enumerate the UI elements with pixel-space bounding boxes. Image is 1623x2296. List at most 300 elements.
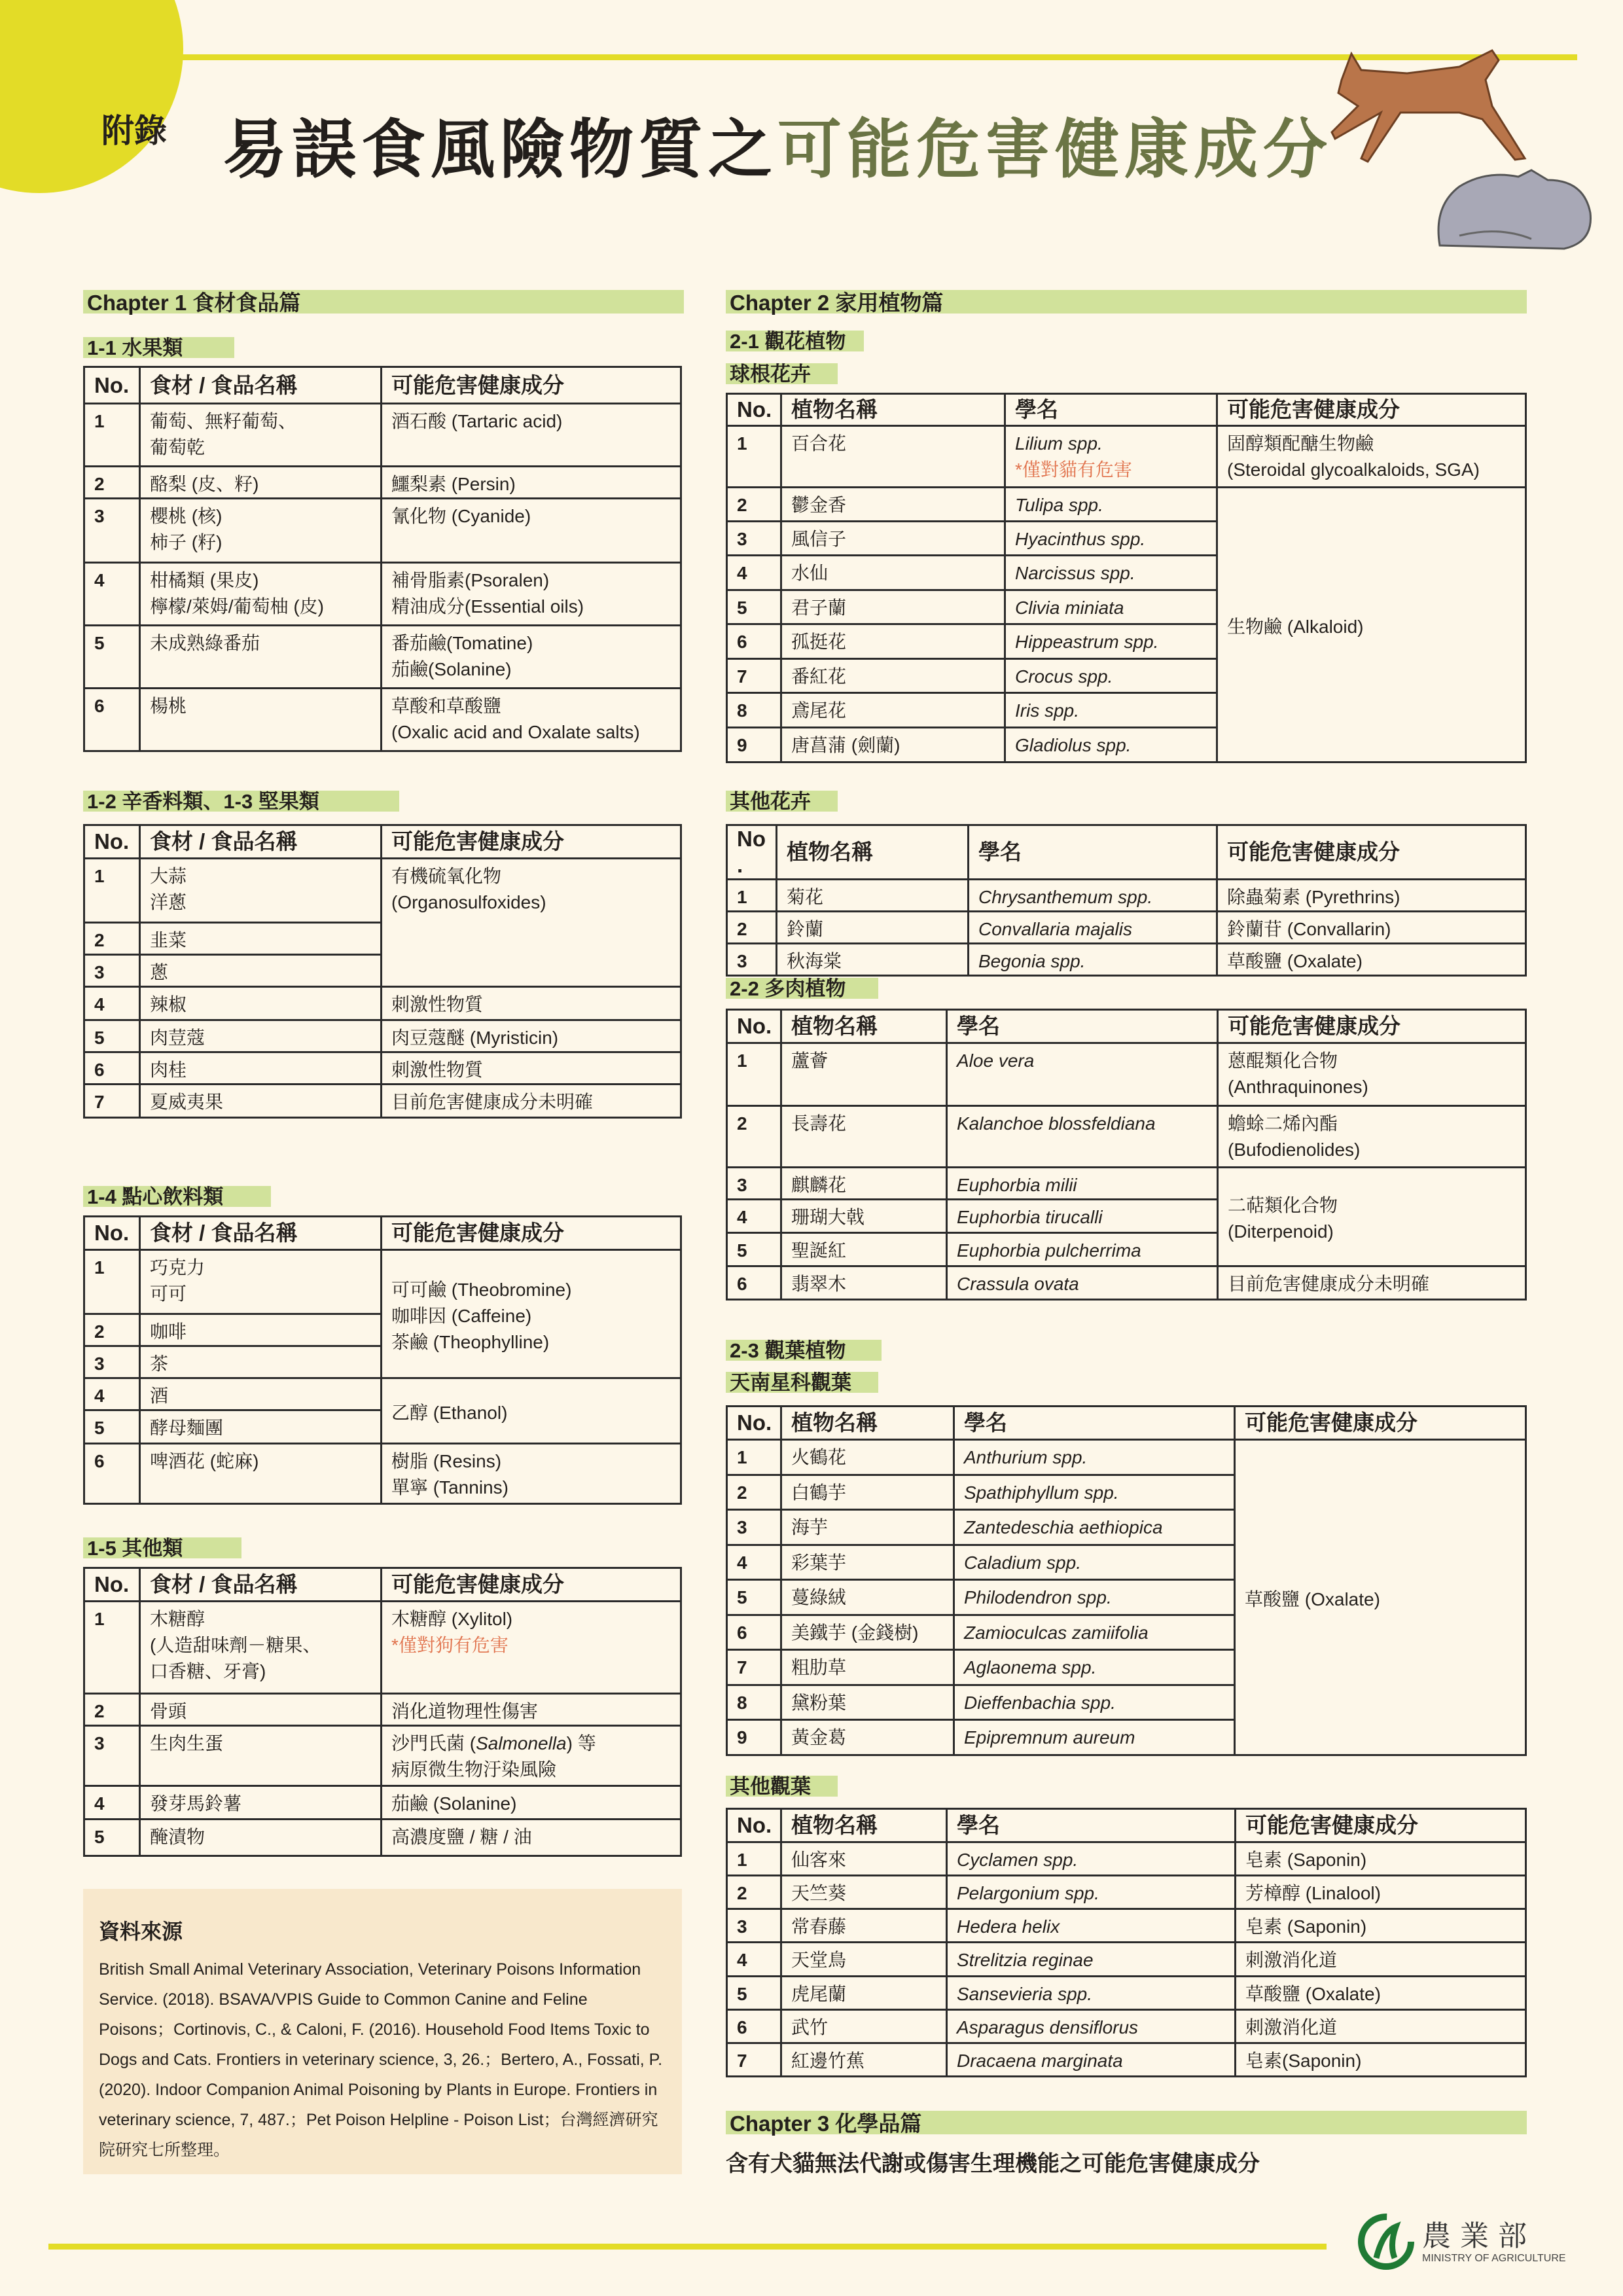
bottom-divider <box>48 2244 1327 2250</box>
chapter-3-subtitle: 含有犬貓無法代謝或傷害生理機能之可能危害健康成分 <box>726 2151 1260 2176</box>
name-cell: 鬱金香 <box>781 488 1005 522</box>
no-cell: 3 <box>727 944 777 976</box>
column-header: No. <box>84 1217 140 1250</box>
sci-cell: Pelargonium spp. <box>947 1876 1236 1909</box>
column-header: 植物名稱 <box>777 825 969 880</box>
no-cell: 3 <box>84 955 140 987</box>
cell-text: 草酸鹽 (Oxalate) <box>1245 1588 1380 1609</box>
warning-note: *僅對貓有危害 <box>1015 459 1132 480</box>
sci-cell: Zantedeschia aethiopica <box>954 1510 1235 1545</box>
ministry-emblem-icon <box>1357 2212 1416 2271</box>
table-row <box>727 1909 1526 1943</box>
component-cell: 目前危害健康成分未明確 <box>1218 1266 1526 1300</box>
name-cell: 未成熟綠番茄 <box>140 626 382 689</box>
sci-cell: Euphorbia pulcherrima <box>947 1233 1218 1266</box>
no-cell: 1 <box>84 1602 140 1694</box>
name-cell: 酪梨 (皮、籽) <box>140 467 382 499</box>
no-cell: 2 <box>84 923 140 955</box>
no-cell: 1 <box>727 880 777 912</box>
no-cell: 5 <box>84 626 140 689</box>
section-1-4-heading: 1-4 點心飲料類 <box>83 1186 271 1207</box>
no-cell: 1 <box>727 426 781 488</box>
cell-text: 可可鹼 (Theobromine) 咖啡因 (Caffeine) 茶鹼 (Theophylline) <box>391 1279 572 1352</box>
name-cell: 長壽花 <box>781 1106 947 1168</box>
component-cell: 番茄鹼(Tomatine) 茄鹼(Solanine) <box>382 626 681 689</box>
column-header: 食材 / 食品名稱 <box>140 367 382 404</box>
no-cell: 7 <box>727 1650 781 1685</box>
component-cell: 樹脂 (Resins) 單寧 (Tannins) <box>382 1444 681 1504</box>
no-cell: 7 <box>727 659 781 693</box>
component-cell: 除蟲菊素 (Pyrethrins) <box>1217 880 1526 912</box>
component-cell: 高濃度鹽 / 糖 / 油 <box>382 1820 681 1856</box>
table-araceae <box>726 1405 1527 1756</box>
no-cell: 1 <box>727 1440 781 1475</box>
chapter-1-heading: Chapter 1 食材食品篇 <box>83 290 684 314</box>
no-cell: 1 <box>727 1842 781 1876</box>
name-cell: 天堂鳥 <box>781 1943 947 1977</box>
sci-cell: Convallaria majalis <box>969 912 1217 944</box>
sci-cell: Caladium spp. <box>954 1545 1235 1580</box>
column-header: No. <box>84 825 140 859</box>
component-cell: 刺激消化道 <box>1236 2010 1526 2043</box>
no-cell: 4 <box>727 1943 781 1977</box>
column-header: 可能危害健康成分 <box>382 1217 681 1250</box>
component-cell: 氰化物 (Cyanide) <box>382 499 681 563</box>
table-other-flowers <box>726 824 1527 977</box>
no-cell: 4 <box>84 987 140 1020</box>
name-cell: 聖誕紅 <box>781 1233 947 1266</box>
name-cell: 彩葉芋 <box>781 1545 954 1580</box>
component-cell: 芳樟醇 (Linalool) <box>1236 1876 1526 1909</box>
cell-text: 有機硫氧化物 (Organosulfoxides) <box>391 866 546 912</box>
name-cell: 粗肋草 <box>781 1650 954 1685</box>
component-cell: 鈴蘭苷 (Convallarin) <box>1217 912 1526 944</box>
chapter-2-heading: Chapter 2 家用植物篇 <box>726 290 1527 314</box>
sci-cell: Kalanchoe blossfeldiana <box>947 1106 1218 1168</box>
name-cell: 辣椒 <box>140 987 382 1020</box>
section-2-1-heading: 2-1 觀花植物 <box>726 331 864 351</box>
column-header: No. <box>727 1809 781 1842</box>
sci-cell: Hedera helix <box>947 1909 1236 1943</box>
component-cell <box>1218 1168 1526 1266</box>
sci-cell: Chrysanthemum spp. <box>969 880 1217 912</box>
no-cell: 2 <box>727 912 777 944</box>
table-row <box>727 1876 1526 1909</box>
column-header: 學名 <box>947 1010 1218 1043</box>
section-1-2-heading: 1-2 辛香料類、1-3 堅果類 <box>83 791 399 812</box>
no-cell: 5 <box>727 590 781 624</box>
no-cell: 4 <box>84 1378 140 1410</box>
appendix-label: 附錄 <box>101 113 167 149</box>
cell-text: Lilium spp. <box>1015 433 1103 454</box>
table-bulb-flowers <box>726 393 1527 763</box>
sci-cell: Hyacinthus spp. <box>1005 522 1217 556</box>
name-cell: 孤挺花 <box>781 624 1005 659</box>
no-cell: 3 <box>727 1909 781 1943</box>
cell-text: 木糖醇 (Xylitol) <box>391 1609 513 1629</box>
table-header-row <box>84 1217 681 1250</box>
page-title <box>223 98 1332 190</box>
name-cell: 咖啡 <box>140 1314 382 1346</box>
ministry-logo <box>1357 2212 1579 2271</box>
column-header: No. <box>727 394 781 426</box>
table-header-row <box>727 1809 1526 1842</box>
name-cell: 鈴蘭 <box>777 912 969 944</box>
table-row <box>84 987 681 1020</box>
column-header: No. <box>727 1010 781 1043</box>
table-row <box>727 1977 1526 2010</box>
sci-cell: Sansevieria spp. <box>947 1977 1236 2010</box>
sci-cell: Crocus spp. <box>1005 659 1217 693</box>
no-cell: 7 <box>727 2043 781 2077</box>
component-cell: 肉豆蔻醚 (Myristicin) <box>382 1020 681 1052</box>
table-row <box>84 563 681 626</box>
name-cell: 珊瑚大戟 <box>781 1200 947 1233</box>
name-cell: 黃金葛 <box>781 1720 954 1755</box>
text: 沙門氏菌 ( <box>391 1733 476 1753</box>
cell-text: 二萜類化合物 (Diterpenoid) <box>1228 1195 1338 1242</box>
name-cell: 秋海棠 <box>777 944 969 976</box>
name-cell: 黛粉葉 <box>781 1685 954 1720</box>
sci-cell: Cyclamen spp. <box>947 1842 1236 1876</box>
no-cell: 7 <box>84 1085 140 1118</box>
column-header: 學名 <box>1005 394 1217 426</box>
name-cell: 風信子 <box>781 522 1005 556</box>
name-cell: 肉桂 <box>140 1052 382 1085</box>
component-cell <box>1235 1440 1526 1755</box>
sci-cell: Spathiphyllum spp. <box>954 1475 1235 1510</box>
table-row <box>727 912 1526 944</box>
table-row <box>84 1085 681 1118</box>
column-header: 可能危害健康成分 <box>1236 1809 1526 1842</box>
name-cell: 唐菖蒲 (劍蘭) <box>781 728 1005 762</box>
table-row <box>84 1694 681 1726</box>
decorative-circle <box>0 0 183 196</box>
name-cell: 大蒜 洋蔥 <box>140 859 382 923</box>
no-cell: 2 <box>727 1106 781 1168</box>
name-cell: 常春藤 <box>781 1909 947 1943</box>
column-header: 食材 / 食品名稱 <box>140 1217 382 1250</box>
ministry-name-zh: 農 業 部 <box>1422 2219 1527 2253</box>
no-cell: 4 <box>84 1786 140 1820</box>
component-cell: 酒石酸 (Tartaric acid) <box>382 404 681 467</box>
no-cell: 5 <box>84 1020 140 1052</box>
sci-cell: Asparagus densiflorus <box>947 2010 1236 2043</box>
component-cell <box>382 1726 681 1786</box>
sci-cell: Epipremnum aureum <box>954 1720 1235 1755</box>
sources-text: British Small Animal Veterinary Association, Veterinary Poisons Information Service. (2018). BSAVA/VPIS Guide to Common Canine and Feline Poisons；Cortinovis, C., & Caloni, F. (2016). Household Food Items Toxic to Dogs and Cats. Frontiers in veterinary science, 3, 26.；Bertero, A., Fossati, P.(2020). Indoor Companion Animal Poisoning by Plants in Europe. Frontiers in veterinary science, 7, 487.；Pet Poison Helpline - Poison List；台灣經濟研究院研究七所整理。 <box>99 1960 663 2159</box>
column-header: 學名 <box>947 1809 1236 1842</box>
no-cell: 5 <box>84 1410 140 1444</box>
column-header: 可能危害健康成分 <box>382 367 681 404</box>
table-row <box>84 404 681 467</box>
araceae-heading: 天南星科觀葉 <box>726 1372 878 1393</box>
name-cell: 骨頭 <box>140 1694 382 1726</box>
other-foliage-heading: 其他觀葉 <box>726 1776 838 1797</box>
no-cell: 3 <box>727 1510 781 1545</box>
no-cell: 2 <box>727 1876 781 1909</box>
table-row <box>727 1842 1526 1876</box>
table-row <box>84 859 681 923</box>
component-cell: 蟾蜍二烯內酯 (Bufodienolides) <box>1218 1106 1526 1168</box>
table-row <box>727 1168 1526 1200</box>
no-cell: 4 <box>727 1200 781 1233</box>
no-cell: 8 <box>727 693 781 728</box>
sci-cell: Zamioculcas zamiifolia <box>954 1615 1235 1650</box>
sci-cell: Narcissus spp. <box>1005 556 1217 590</box>
component-cell: 草酸和草酸鹽 (Oxalic acid and Oxalate salts) <box>382 689 681 751</box>
sci-cell: Gladiolus spp. <box>1005 728 1217 762</box>
component-cell: 固醇類配醣生物鹼 (Steroidal glycoalkaloids, SGA) <box>1217 426 1526 488</box>
component-cell: 刺激性物質 <box>382 1052 681 1085</box>
column-header: No. <box>84 367 140 404</box>
other-flowers-heading: 其他花卉 <box>726 791 838 812</box>
no-cell: 2 <box>727 488 781 522</box>
name-cell: 君子蘭 <box>781 590 1005 624</box>
title-part-2: 可能危害健康成分 <box>777 113 1333 185</box>
table-row <box>84 1378 681 1410</box>
table-row <box>727 1106 1526 1168</box>
table-row <box>727 1943 1526 1977</box>
name-cell: 酵母麵團 <box>140 1410 382 1444</box>
name-cell: 水仙 <box>781 556 1005 590</box>
table-row <box>84 1820 681 1856</box>
table-row <box>84 689 681 751</box>
no-cell: 3 <box>84 499 140 563</box>
name-cell: 百合花 <box>781 426 1005 488</box>
section-1-5-heading: 1-5 其他類 <box>83 1537 241 1558</box>
name-cell: 白鶴芋 <box>781 1475 954 1510</box>
table-row <box>727 944 1526 976</box>
column-header: 可能危害健康成分 <box>1235 1407 1526 1440</box>
component-cell: 草酸鹽 (Oxalate) <box>1236 1977 1526 2010</box>
table-header-row <box>727 1010 1526 1043</box>
name-cell: 紅邊竹蕉 <box>781 2043 947 2077</box>
sci-cell: Tulipa spp. <box>1005 488 1217 522</box>
no-cell: 4 <box>84 563 140 626</box>
sci-cell: Anthurium spp. <box>954 1440 1235 1475</box>
no-cell: 2 <box>727 1475 781 1510</box>
no-cell: 6 <box>84 1052 140 1085</box>
name-cell: 天竺葵 <box>781 1876 947 1909</box>
no-cell: 3 <box>84 1726 140 1786</box>
italic-text: Salmonella <box>476 1733 567 1753</box>
chapter-3-heading: Chapter 3 化學品篇 <box>726 2111 1527 2134</box>
no-cell: 3 <box>84 1346 140 1378</box>
name-cell: 醃漬物 <box>140 1820 382 1856</box>
name-cell: 櫻桃 (核) 柿子 (籽) <box>140 499 382 563</box>
column-header: 可能危害健康成分 <box>1217 825 1526 880</box>
sci-cell: Strelitzia reginae <box>947 1943 1236 1977</box>
no-cell: 2 <box>84 467 140 499</box>
column-header: No. <box>727 825 777 880</box>
name-cell: 發芽馬鈴薯 <box>140 1786 382 1820</box>
no-cell: 6 <box>727 1266 781 1300</box>
no-cell: 6 <box>727 2010 781 2043</box>
component-cell <box>1217 488 1526 762</box>
name-cell: 肉荳蔻 <box>140 1020 382 1052</box>
sources-title: 資料來源 <box>99 1920 183 1943</box>
name-cell: 韭菜 <box>140 923 382 955</box>
warning-note: *僅對狗有危害 <box>391 1635 508 1655</box>
no-cell: 3 <box>727 1168 781 1200</box>
table-header-row <box>727 394 1526 426</box>
table-row <box>727 2010 1526 2043</box>
table-header-row <box>727 1407 1526 1440</box>
no-cell: 4 <box>727 556 781 590</box>
component-cell: 刺激性物質 <box>382 987 681 1020</box>
no-cell: 9 <box>727 728 781 762</box>
sci-cell: Aglaonema spp. <box>954 1650 1235 1685</box>
table-row <box>84 1052 681 1085</box>
table-row <box>727 426 1526 488</box>
table-row <box>84 1444 681 1504</box>
sci-cell: Begonia spp. <box>969 944 1217 976</box>
column-header: 可能危害健康成分 <box>382 1568 681 1602</box>
table-other-foliage <box>726 1808 1527 2077</box>
table-row <box>727 1266 1526 1300</box>
sci-cell: Aloe vera <box>947 1043 1218 1106</box>
no-cell: 5 <box>84 1820 140 1856</box>
name-cell: 酒 <box>140 1378 382 1410</box>
column-header: 植物名稱 <box>781 1407 954 1440</box>
component-cell <box>382 859 681 987</box>
sci-cell <box>1005 426 1217 488</box>
no-cell: 6 <box>84 689 140 751</box>
no-cell: 9 <box>727 1720 781 1755</box>
dog-illustration <box>1329 41 1538 165</box>
component-cell: 目前危害健康成分未明確 <box>382 1085 681 1118</box>
component-cell <box>382 1602 681 1694</box>
name-cell: 麒麟花 <box>781 1168 947 1200</box>
name-cell: 仙客來 <box>781 1842 947 1876</box>
table-row <box>84 499 681 563</box>
column-header: 食材 / 食品名稱 <box>140 1568 382 1602</box>
column-header: 學名 <box>954 1407 1235 1440</box>
column-header: 可能危害健康成分 <box>1217 394 1526 426</box>
no-cell: 2 <box>84 1694 140 1726</box>
no-cell: 6 <box>727 624 781 659</box>
column-header: 食材 / 食品名稱 <box>140 825 382 859</box>
column-header: 可能危害健康成分 <box>1218 1010 1526 1043</box>
component-cell <box>382 1378 681 1444</box>
no-cell: 8 <box>727 1685 781 1720</box>
column-header: 可能危害健康成分 <box>382 825 681 859</box>
name-cell: 葡萄、無籽葡萄、 葡萄乾 <box>140 404 382 467</box>
table-row <box>84 626 681 689</box>
name-cell: 柑橘類 (果皮) 檸檬/萊姆/葡萄柚 (皮) <box>140 563 382 626</box>
section-1-1-heading: 1-1 水果類 <box>83 337 234 358</box>
table-header-row <box>84 367 681 404</box>
sci-cell: Dieffenbachia spp. <box>954 1685 1235 1720</box>
column-header: 學名 <box>969 825 1217 880</box>
sci-cell: Euphorbia milii <box>947 1168 1218 1200</box>
table-row <box>84 467 681 499</box>
sci-cell: Philodendron spp. <box>954 1580 1235 1615</box>
component-cell: 鱷梨素 (Persin) <box>382 467 681 499</box>
no-cell: 1 <box>84 1250 140 1314</box>
component-cell: 皂素 (Saponin) <box>1236 1842 1526 1876</box>
name-cell: 蘆薈 <box>781 1043 947 1106</box>
name-cell: 菊花 <box>777 880 969 912</box>
bulb-flowers-heading: 球根花卉 <box>726 363 838 384</box>
column-header: 植物名稱 <box>781 394 1005 426</box>
cell-text: 乙醇 (Ethanol) <box>391 1402 508 1423</box>
text: ) 等 病原微生物汙染風險 <box>391 1733 596 1780</box>
cat-illustration <box>1433 167 1594 252</box>
column-header: 植物名稱 <box>781 1010 947 1043</box>
name-cell: 啤酒花 (蛇麻) <box>140 1444 382 1504</box>
component-cell: 消化道物理性傷害 <box>382 1694 681 1726</box>
column-header: No. <box>84 1568 140 1602</box>
name-cell: 巧克力 可可 <box>140 1250 382 1314</box>
name-cell: 武竹 <box>781 2010 947 2043</box>
sci-cell: Crassula ovata <box>947 1266 1218 1300</box>
title-part-1: 易誤食風險物質之 <box>223 113 778 185</box>
ministry-name-en: MINISTRY OF AGRICULTURE <box>1422 2253 1566 2264</box>
table-row <box>84 1602 681 1694</box>
no-cell: 5 <box>727 1580 781 1615</box>
table-header-row <box>84 1568 681 1602</box>
name-cell: 虎尾蘭 <box>781 1977 947 2010</box>
component-cell: 茄鹼 (Solanine) <box>382 1786 681 1820</box>
no-cell: 3 <box>727 522 781 556</box>
name-cell: 生肉生蛋 <box>140 1726 382 1786</box>
sci-cell: Clivia miniata <box>1005 590 1217 624</box>
table-row <box>84 1020 681 1052</box>
no-cell: 5 <box>727 1977 781 2010</box>
table-header-row <box>727 825 1526 880</box>
no-cell: 1 <box>84 404 140 467</box>
sources-box <box>83 1889 682 2174</box>
table-row <box>84 1726 681 1786</box>
component-cell: 刺激消化道 <box>1236 1943 1526 1977</box>
component-cell: 蒽醌類化合物 (Anthraquinones) <box>1218 1043 1526 1106</box>
table-row <box>727 1043 1526 1106</box>
table-row <box>84 1786 681 1820</box>
name-cell: 鳶尾花 <box>781 693 1005 728</box>
name-cell: 翡翠木 <box>781 1266 947 1300</box>
no-cell: 6 <box>84 1444 140 1504</box>
table-snacks-drinks <box>83 1215 682 1505</box>
name-cell: 番紅花 <box>781 659 1005 693</box>
name-cell: 火鶴花 <box>781 1440 954 1475</box>
table-succulents <box>726 1009 1527 1300</box>
name-cell: 海芋 <box>781 1510 954 1545</box>
table-spices-nuts <box>83 824 682 1119</box>
name-cell: 美鐵芋 (金錢樹) <box>781 1615 954 1650</box>
no-cell: 5 <box>727 1233 781 1266</box>
name-cell: 蔥 <box>140 955 382 987</box>
sci-cell: Dracaena marginata <box>947 2043 1236 2077</box>
component-cell <box>382 1250 681 1378</box>
section-2-2-heading: 2-2 多肉植物 <box>726 978 878 999</box>
sci-cell: Hippeastrum spp. <box>1005 624 1217 659</box>
name-cell: 木糖醇 (人造甜味劑－糖果、 口香糖、牙膏) <box>140 1602 382 1694</box>
name-cell: 夏威夷果 <box>140 1085 382 1118</box>
name-cell: 茶 <box>140 1346 382 1378</box>
table-header-row <box>84 825 681 859</box>
no-cell: 4 <box>727 1545 781 1580</box>
table-others <box>83 1567 682 1857</box>
table-row <box>727 2043 1526 2077</box>
name-cell: 楊桃 <box>140 689 382 751</box>
section-2-3-heading: 2-3 觀葉植物 <box>726 1340 882 1361</box>
table-row <box>727 1440 1526 1475</box>
table-row <box>727 488 1526 522</box>
component-cell: 皂素 (Saponin) <box>1236 1909 1526 1943</box>
column-header: 植物名稱 <box>781 1809 947 1842</box>
